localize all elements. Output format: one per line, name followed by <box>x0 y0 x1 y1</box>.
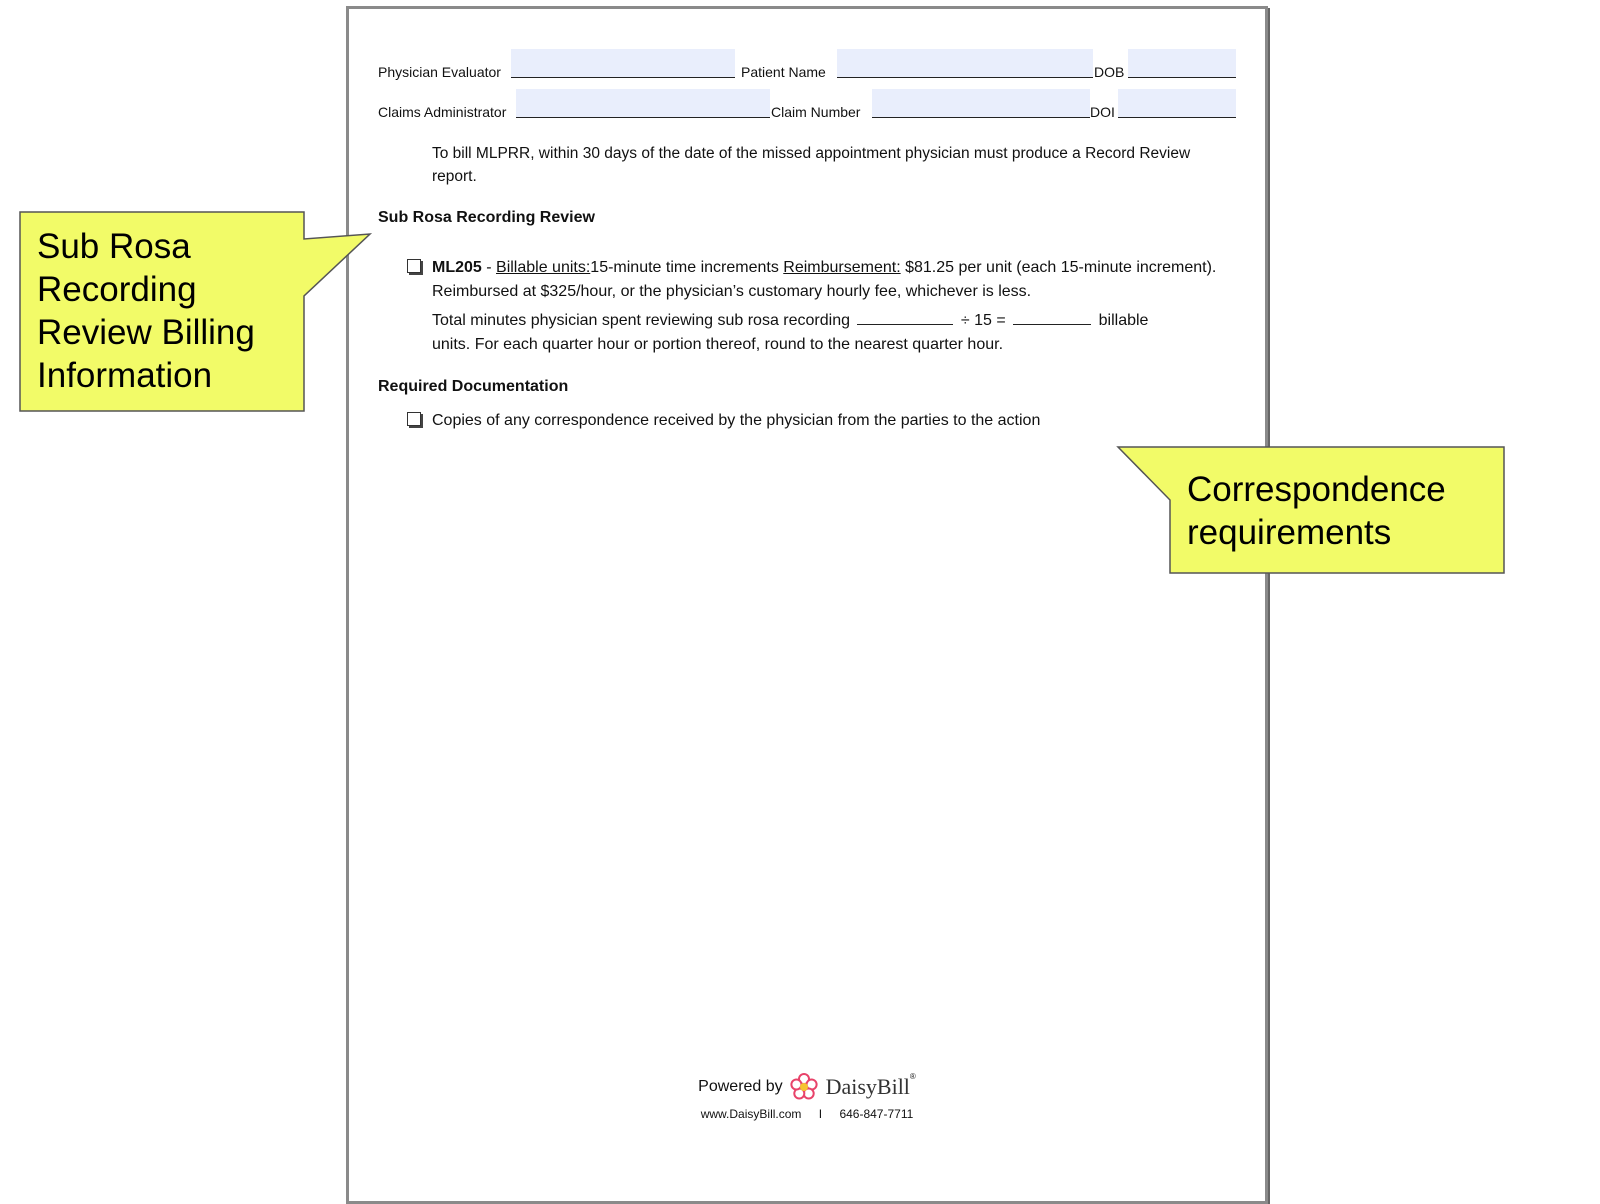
reimbursement-label: Reimbursement: <box>783 259 901 276</box>
doi-label: DOI <box>1090 104 1115 120</box>
total-minutes-text: Total minutes physician spent reviewing sub rosa recording <box>432 312 850 329</box>
claims-administrator-label: Claims Administrator <box>378 104 507 120</box>
rounding-text: units. For each quarter hour or portion thereof, round to the nearest quarter hour. <box>432 336 1004 353</box>
left-callout-line-3: Review Billing <box>37 313 255 352</box>
billable-word: billable <box>1098 312 1149 329</box>
website-link[interactable]: www.DaisyBill.com <box>700 1107 802 1121</box>
left-callout-line-1: Sub Rosa <box>37 227 191 266</box>
reimbursement-text: $81.25 per unit (each 15-minute increment). Reimbursed at $325/hour, or the physician’s customary hourly fee, whichever is less. <box>432 259 1217 300</box>
left-callout-line-4: Information <box>37 356 213 395</box>
patient-name-label: Patient Name <box>741 64 826 80</box>
physician-evaluator-label: Physician Evaluator <box>378 64 501 80</box>
ml205-code: ML205 <box>432 259 482 276</box>
registered-mark: ® <box>909 1072 916 1081</box>
billable-units-label: Billable units: <box>496 259 591 276</box>
billable-units-text: 15-minute time increments <box>590 259 784 276</box>
right-callout-line-2: requirements <box>1187 513 1392 552</box>
phone-number: 646-847-7711 <box>839 1107 914 1121</box>
correspondence-item: Copies of any correspondence received by the physician from the parties to the action <box>432 412 1041 429</box>
right-callout-line-1: Correspondence <box>1187 470 1446 509</box>
right-callout <box>1118 447 1504 573</box>
required-documentation-heading: Required Documentation <box>378 378 569 395</box>
claim-number-label: Claim Number <box>771 104 861 120</box>
ml205-dash: - <box>481 259 497 276</box>
left-callout-line-2: Recording <box>37 270 197 309</box>
powered-by-text: Powered by <box>698 1078 783 1095</box>
divide-text: ÷ 15 = <box>960 312 1006 329</box>
footer-separator: I <box>818 1107 823 1121</box>
daisybill-brand: DaisyBill <box>825 1074 910 1099</box>
right-callout-shape <box>1118 447 1504 573</box>
dob-label: DOB <box>1094 64 1125 80</box>
sub-rosa-heading: Sub Rosa Recording Review <box>378 209 595 226</box>
left-callout <box>20 212 370 411</box>
intro-paragraph: To bill MLPRR, within 30 days of the date of the missed appointment physician must produce a Record Review report. <box>432 145 1191 185</box>
